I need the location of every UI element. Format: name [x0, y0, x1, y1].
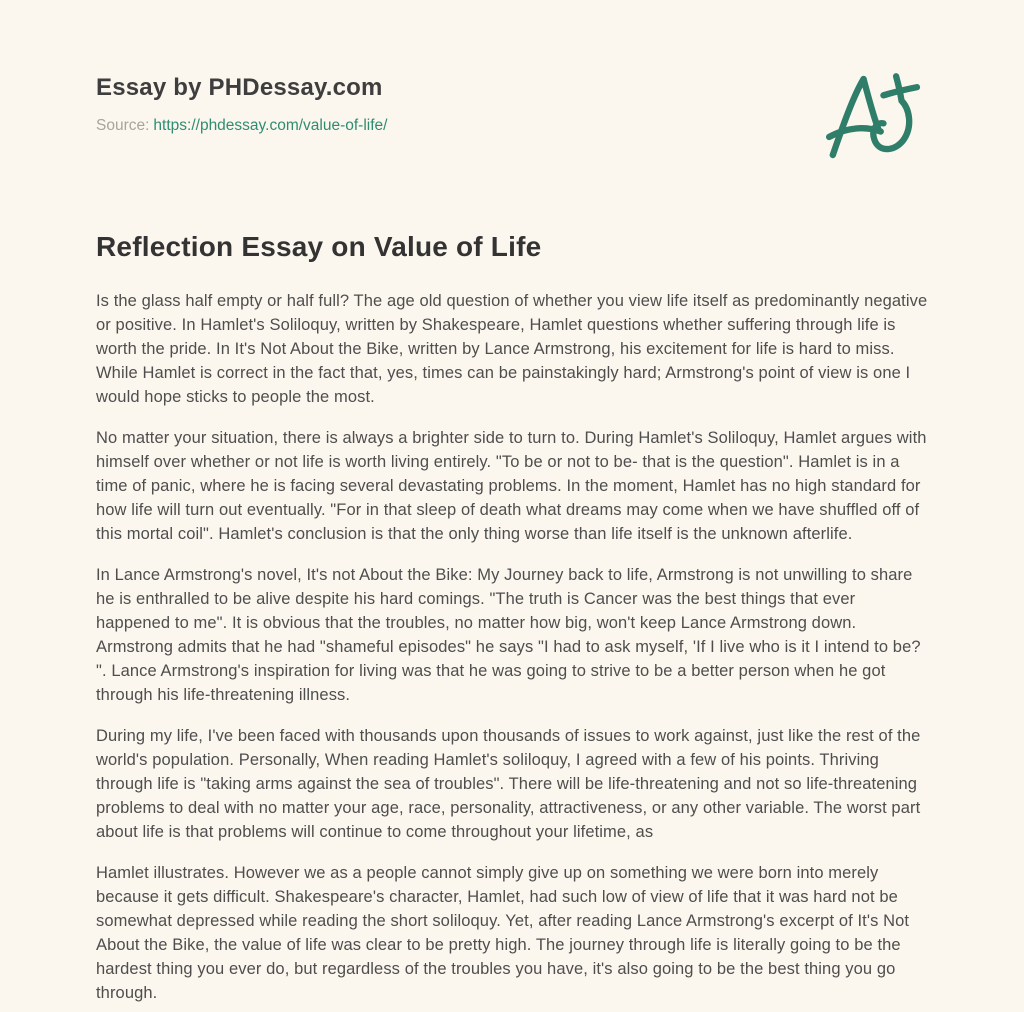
source-label: Source: — [96, 117, 150, 134]
source-link[interactable]: https://phdessay.com/value-of-life/ — [153, 117, 388, 134]
essay-paragraph-1: Is the glass half empty or half full? The age old question of whether you view life itself as predominantly negative or positive. In Hamlet's Soliloquy, written by Shakespeare, Hamlet questions whether suffering through life is worth the pride. In It's Not About the Bike, written by Lance Armstrong, his excitement for life is hard to miss. While Hamlet is correct in the fact that, yes, times can be painstakingly hard; Armstrong's point of view is one I would hope sticks to people the most. — [96, 292, 928, 406]
essay-body — [96, 289, 928, 1005]
page-header — [96, 0, 928, 165]
essay-paragraph-4: During my life, I've been faced with thousands upon thousands of issues to work against, just like the rest of the world's population. Personally, When reading Hamlet's soliloquy, I agreed with a few of his points. Thriving through life is "taking arms against the sea of troubles". There will be life-threatening and not so life-threatening problems to deal with no matter your age, race, personality, attractiveness, or any other variable. The worst part about life is that problems will continue to come throughout your lifetime, as — [96, 727, 921, 841]
essay-title: Reflection Essay on Value of Life — [96, 231, 542, 262]
source-line — [96, 117, 387, 135]
essay-content — [96, 231, 928, 1005]
brand-title: Essay by PHDessay.com — [96, 74, 383, 101]
essay-paragraph-3: In Lance Armstrong's novel, It's not About the Bike: My Journey back to life, Armstrong is not unwilling to share he is enthralled to be alive despite his hard comings. "The truth is Cancer was the best things that ever happened to me". It is obvious that the troubles, no matter how big, won't keep Lance Armstrong down. Armstrong admits that he had "shameful episodes" he says "I had to ask myself, 'If I live who is it I intend to be? ". Lance Armstrong's inspiration for living was that he was going to strive to be a better person when he got through his life-threatening illness. — [96, 566, 921, 704]
essay-paragraph-2: No matter your situation, there is always a brighter side to turn to. During Hamlet's Soliloquy, Hamlet argues with himself over whether or not life is worth living entirely. "To be or not to be- that is the question". Hamlet is in a time of panic, where he is facing several devastating problems. In the moment, Hamlet has no high standard for how life will turn out eventually. "For in that sleep of death what dreams may come when we have shuffled off of this mortal coil". Hamlet's conclusion is that the only thing worse than life itself is the unknown afterlife. — [96, 429, 927, 543]
a-plus-grade-logo-icon — [821, 70, 926, 165]
header-text-block — [96, 74, 387, 135]
essay-paragraph-5: Hamlet illustrates. However we as a people cannot simply give up on something we were born into merely because it gets difficult. Shakespeare's character, Hamlet, had such low of view of life that it was hard not be somewhat depressed while reading the short soliloquy. Yet, after reading Lance Armstrong's excerpt of It's Not About the Bike, the value of life was clear to be pretty high. The journey through life is literally going to be the hardest thing you ever do, but regardless of the troubles you have, it's also going to be the best thing you go through. — [96, 864, 910, 1002]
